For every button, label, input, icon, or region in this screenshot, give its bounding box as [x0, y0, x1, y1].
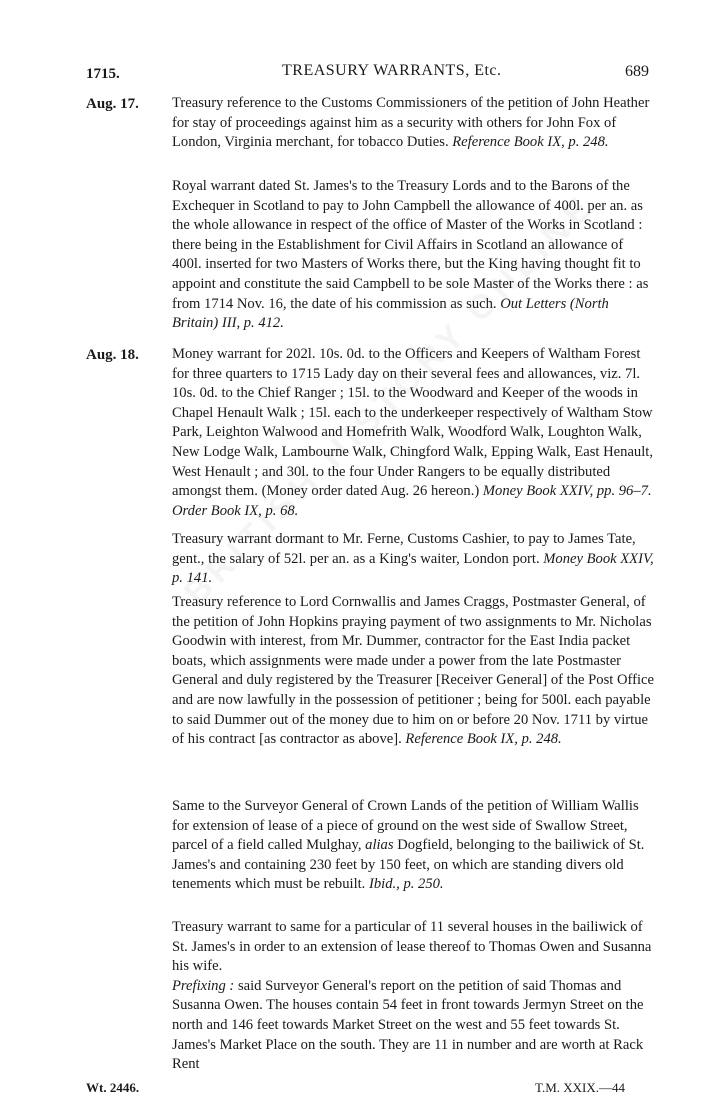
footer-warrant-number: Wt. 2446. [86, 1080, 140, 1095]
entry-reference: Ibid., p. 250. [368, 876, 444, 893]
entry-owen-houses [172, 918, 654, 1075]
entry-hopkins-petition [172, 593, 654, 750]
entry-reference: Out Letters (North Britain) III, p. 412. [172, 295, 609, 332]
running-head: TREASURY WARRANTS, Etc. [282, 62, 502, 79]
entry-wallis-lease [172, 797, 654, 895]
entry-waltham-forest [172, 345, 654, 521]
entry-text: Royal warrant dated St. James's to the Treasury Lords and to the Barons of the Exchequer in Scotland to pay to John Campbell the allowance of 400l. per an. as the whole allowance in respect of the office of Master of the Works in Scotland : there being in the Establishment for Civil Affairs in Scotland an allowance of 400l. inserted for two Masters of Works there, but the King having thought fit to appoint and constitute the said Campbell to be sole Master of the Works there : as from 1714 Nov. 16, the date of his commission as such. [172, 178, 649, 312]
page-number: 689 [625, 63, 649, 80]
entry-text: Money warrant for 202l. 10s. 0d. to the Officers and Keepers of Waltham Forest for three quarters to 1715 Lady day on their several fees and allowances, viz. 7l. 10s. 0d. to the Chief Ranger ; 15l. to the Woodward and Keeper of the woods in Chapel Henault Walk ; 15l. each to the underkeeper respectively of Waltham Stow Park, Leighton Walwood and Homefrith Walk, Woodford Walk, Loughton Walk, New Lodge Walk, Lambourne Walk, Chingford Walk, Epping Walk, East Henault, West Henault ; and 30l. to the four Under Rangers to be equally distributed amongst them. (Money order dated Aug. 26 hereon.) [172, 346, 653, 500]
date-label-aug17: Aug. 17. [86, 96, 139, 112]
entry-text: Treasury reference to Lord Cornwallis and James Craggs, Postmaster General, of the petition of John Hopkins praying payment of two assignments to Mr. Nicholas Goodwin with interest, from Mr. Dummer, contractor for the East India packet boats, which assignments were made under a power from the late Postmaster General and duly registered by the Treasurer [Receiver General] of the Post Office and are now lawfully in the possession of petitioner ; being for 500l. each payable to said Dummer out of the money due to him on or before 20 Nov. 1711 by virtue of his contract [as contractor as above]. [172, 594, 654, 748]
entry-text: Treasury reference to the Customs Commissioners of the petition of John Heather for stay of proceedings against him as a security with others for John Fox of London, Virginia merchant, for tobacco Duties. [172, 95, 650, 151]
footer-signature: T.M. XXIX.—44 [535, 1080, 626, 1095]
entry-alias: alias [365, 837, 394, 854]
entry-reference: Reference Book IX, p. 248. [452, 134, 609, 151]
entry-text: Treasury warrant dormant to Mr. Ferne, Customs Cashier, to pay to James Tate, gent., the salary of 52l. per an. as a King's waiter, London port. [172, 531, 636, 567]
entry-heather-petition [172, 94, 654, 153]
entry-text-continued: Dogfield, belonging to the bailiwick of St. James's and containing 230 feet by 150 feet, on which are standing divers old tenements which must be rebuilt. [172, 837, 645, 893]
entry-prefix-label: Prefixing : [172, 977, 235, 994]
entry-prefix-text: said Surveyor General's report on the petition of said Thomas and Susanna Owen. The houses contain 54 feet in front towards Jermyn Street on the north and 146 feet towards Market Street on the west and 55 feet towards St. James's Market Place on the south. They are 11 in number and are worth at Rack Rent [172, 977, 644, 1073]
entry-campbell-warrant [172, 177, 654, 334]
margin-year: 1715. [86, 66, 120, 82]
entry-text: Same to the Surveyor General of Crown Lands of the petition of William Wallis for extension of lease of a piece of ground on the west side of Swallow Street, parcel of a field called Mulghay, [172, 798, 639, 854]
entry-reference: Reference Book IX, p. 248. [405, 731, 562, 748]
date-label-aug18: Aug. 18. [86, 347, 139, 363]
entry-text: Treasury warrant to same for a particular of 11 several houses in the bailiwick of St. James's in order to an extension of lease thereof to Thomas Owen and Susanna his wife. [172, 919, 652, 975]
entry-tate-salary [172, 530, 654, 589]
entry-reference: Money Book XXIV, pp. 96–7. Order Book IX, p. 68. [172, 483, 652, 519]
entry-reference: Money Book XXIV, p. 141. [172, 550, 654, 587]
